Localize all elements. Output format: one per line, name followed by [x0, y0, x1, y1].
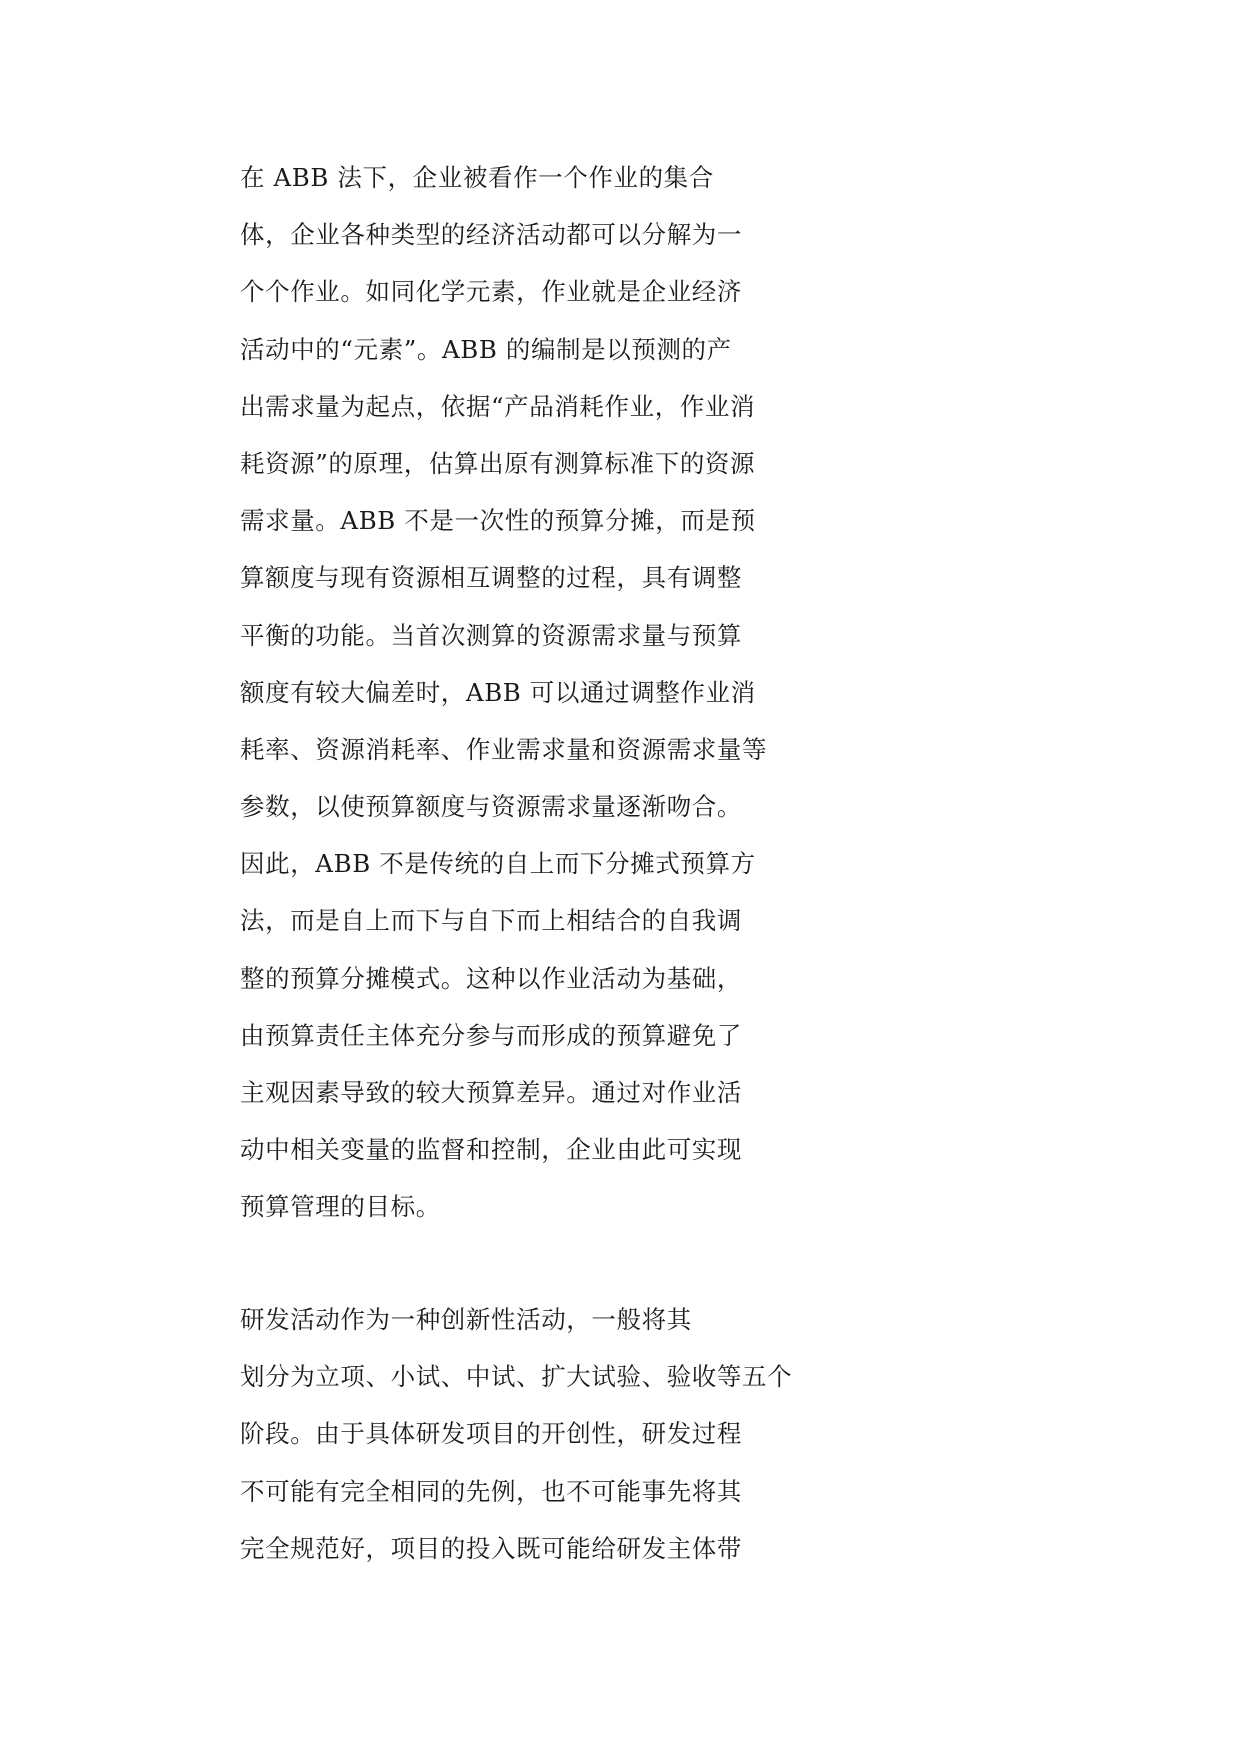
text-line: 主观因素导致的较大预算差异。通过对作业活 — [240, 1078, 742, 1107]
text-line: 整的预算分摊模式。这种以作业活动为基础， — [240, 963, 742, 993]
paragraph-rd-activities — [240, 1300, 792, 1586]
text-line: 法，而是自上而下与自下而上相结合的自我调 — [240, 906, 742, 936]
text-line: 额度有较大偏差时，ABB 可以通过调整作业消 — [240, 677, 756, 707]
text-line: 研发活动作为一种创新性活动，一般将其 — [240, 1305, 692, 1334]
text-line: 由预算责任主体充分参与而形成的预算避免了 — [240, 1020, 742, 1050]
text-line: 需求量。ABB 不是一次性的预算分摊，而是预 — [240, 506, 756, 536]
text-line: 不可能有完全相同的先例，也不可能事先将其 — [240, 1476, 742, 1506]
text-line: 耗率、资源消耗率、作业需求量和资源需求量等 — [240, 734, 768, 764]
text-line: 活动中的“元素”。ABB 的编制是以预测的产 — [240, 334, 732, 364]
text-line: 划分为立项、小试、中试、扩大试验、验收等五个 — [240, 1362, 793, 1392]
text-line: 耗资源”的原理，估算出原有测算标准下的资源 — [240, 448, 756, 478]
text-line: 平衡的功能。当首次测算的资源需求量与预算 — [240, 620, 742, 650]
text-line: 体，企业各种类型的经济活动都可以分解为一 — [240, 220, 742, 250]
text-line: 算额度与现有资源相互调整的过程，具有调整 — [240, 563, 742, 593]
text-line: 出需求量为起点，依据“产品消耗作业，作业消 — [240, 391, 756, 421]
text-line: 完全规范好，项目的投入既可能给研发主体带 — [240, 1533, 742, 1563]
text-line: 个个作业。如同化学元素，作业就是企业经济 — [240, 277, 742, 307]
text-line: 参数，以使预算额度与资源需求量逐渐吻合。 — [240, 792, 742, 822]
text-line: 动中相关变量的监督和控制，企业由此可实现 — [240, 1135, 742, 1165]
text-line: 预算管理的目标。 — [240, 1192, 441, 1222]
paragraph-abb-method — [240, 158, 767, 1245]
text-line: 在 ABB 法下，企业被看作一个作业的集合 — [240, 163, 714, 192]
text-line: 因此，ABB 不是传统的自上而下分摊式预算方 — [240, 849, 756, 879]
text-line: 阶段。由于具体研发项目的开创性，研发过程 — [240, 1419, 742, 1449]
